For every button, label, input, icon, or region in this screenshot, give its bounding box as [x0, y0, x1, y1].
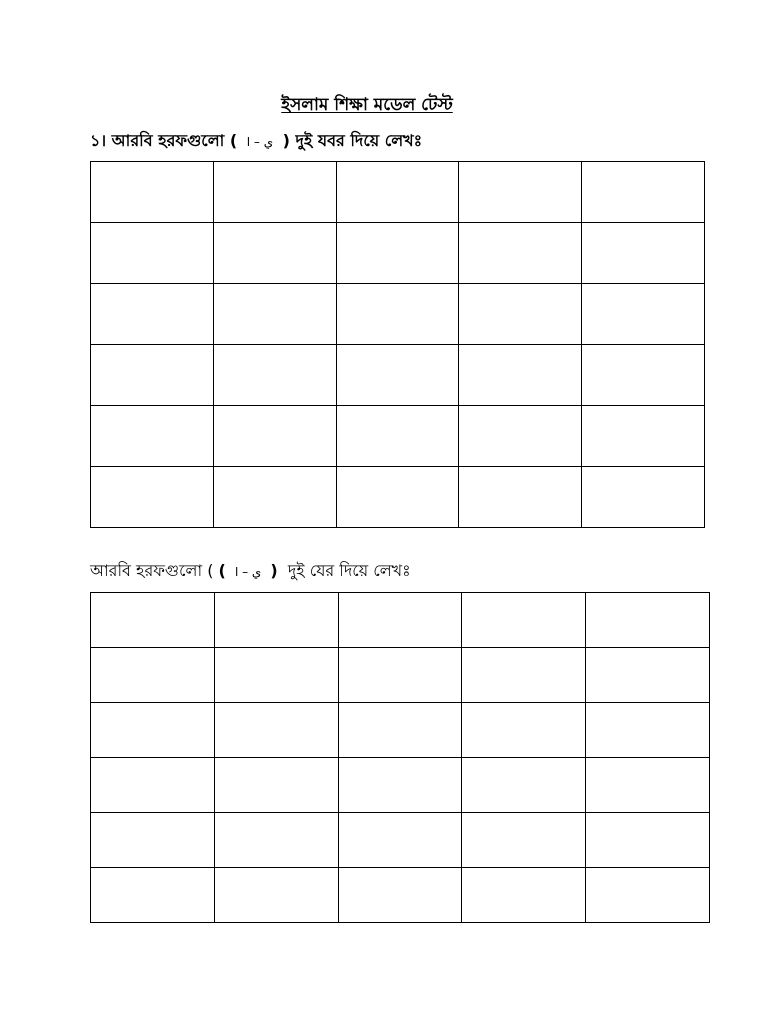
answer-grid-1-cell [459, 467, 582, 528]
answer-grid-2-cell [338, 648, 462, 703]
answer-grid-1-cell [582, 284, 705, 345]
answer-grid-2-cell [214, 593, 338, 648]
question-1-suffix: ) দুই যবর দিয়ে লেখঃ [282, 131, 423, 150]
answer-grid-1-row [91, 406, 705, 467]
answer-grid-1-cell [91, 467, 214, 528]
answer-grid-1 [90, 161, 705, 528]
answer-grid-1-row [91, 467, 705, 528]
answer-grid-2-cell [91, 593, 215, 648]
answer-grid-2-cell [214, 703, 338, 758]
answer-grid-2-cell [214, 648, 338, 703]
answer-grid-2-cell [462, 593, 586, 648]
answer-grid-2-cell [586, 868, 710, 923]
answer-grid-2-row [91, 648, 710, 703]
answer-grid-2-cell [586, 758, 710, 813]
answer-grid-1-cell [213, 223, 336, 284]
answer-grid-2-row [91, 758, 710, 813]
answer-grid-1-cell [336, 467, 459, 528]
answer-grid-2-cell [91, 648, 215, 703]
answer-grid-2-cell [214, 868, 338, 923]
answer-grid-1-cell [582, 467, 705, 528]
answer-grid-1-cell [582, 162, 705, 223]
question-2 [90, 558, 411, 585]
question-1 [90, 128, 422, 155]
answer-grid-1-cell [336, 223, 459, 284]
answer-grid-1-row [91, 223, 705, 284]
answer-grid-1-cell [336, 345, 459, 406]
answer-grid-1-cell [582, 223, 705, 284]
page-title: ইসলাম শিক্ষা মডেল টেস্ট [281, 95, 453, 115]
answer-grid-2-row [91, 813, 710, 868]
answer-grid-1-row [91, 284, 705, 345]
answer-grid-2-cell [586, 593, 710, 648]
answer-grid-1-cell [91, 406, 214, 467]
answer-grid-2-cell [214, 813, 338, 868]
answer-grid-1-cell [459, 345, 582, 406]
answer-grid-2 [90, 592, 710, 923]
question-1-prefix: ১। আরবি হরফগুলো ( [90, 131, 238, 150]
question-2-arabic-range: ي – ا [234, 565, 262, 579]
answer-grid-2-cell [586, 703, 710, 758]
answer-grid-2-cell [338, 868, 462, 923]
answer-grid-2-row [91, 868, 710, 923]
answer-grid-1-cell [336, 284, 459, 345]
answer-grid-1-cell [213, 162, 336, 223]
answer-grid-2-cell [586, 813, 710, 868]
answer-grid-2-cell [338, 703, 462, 758]
answer-grid-2-cell [91, 758, 215, 813]
answer-grid-1-cell [213, 284, 336, 345]
answer-grid-2-cell [462, 648, 586, 703]
answer-grid-1-cell [213, 345, 336, 406]
answer-grid-1-cell [91, 162, 214, 223]
question-2-open-paren: ( [218, 561, 226, 580]
question-2-prefix: আরবি হরফগুলো ( [90, 561, 214, 580]
question-2-close-paren: ) [270, 561, 278, 580]
answer-grid-1-cell [582, 406, 705, 467]
answer-grid-2-cell [338, 813, 462, 868]
answer-grid-2-cell [91, 868, 215, 923]
answer-grid-2-cell [462, 703, 586, 758]
answer-grid-2-row [91, 703, 710, 758]
answer-grid-1-cell [91, 345, 214, 406]
answer-grid-1-cell [459, 223, 582, 284]
answer-grid-1-row [91, 162, 705, 223]
answer-grid-1-cell [582, 345, 705, 406]
question-2-suffix: দুই যের দিয়ে লেখঃ [287, 561, 411, 580]
answer-grid-1-cell [213, 467, 336, 528]
answer-grid-2-cell [91, 703, 215, 758]
answer-grid-1-row [91, 345, 705, 406]
question-1-arabic-range: ي – ا [246, 135, 274, 149]
answer-grid-1-cell [459, 162, 582, 223]
answer-grid-1-cell [459, 284, 582, 345]
answer-grid-2-row [91, 593, 710, 648]
answer-grid-1-cell [213, 406, 336, 467]
answer-grid-2-cell [586, 648, 710, 703]
answer-grid-1-cell [336, 406, 459, 467]
answer-grid-1-cell [91, 223, 214, 284]
answer-grid-2-cell [91, 813, 215, 868]
answer-grid-2-cell [462, 813, 586, 868]
answer-grid-1-cell [459, 406, 582, 467]
answer-grid-2-cell [462, 868, 586, 923]
answer-grid-2-cell [214, 758, 338, 813]
answer-grid-1-cell [91, 284, 214, 345]
answer-grid-2-cell [462, 758, 586, 813]
answer-grid-2-cell [338, 593, 462, 648]
answer-grid-2-cell [338, 758, 462, 813]
answer-grid-1-cell [336, 162, 459, 223]
